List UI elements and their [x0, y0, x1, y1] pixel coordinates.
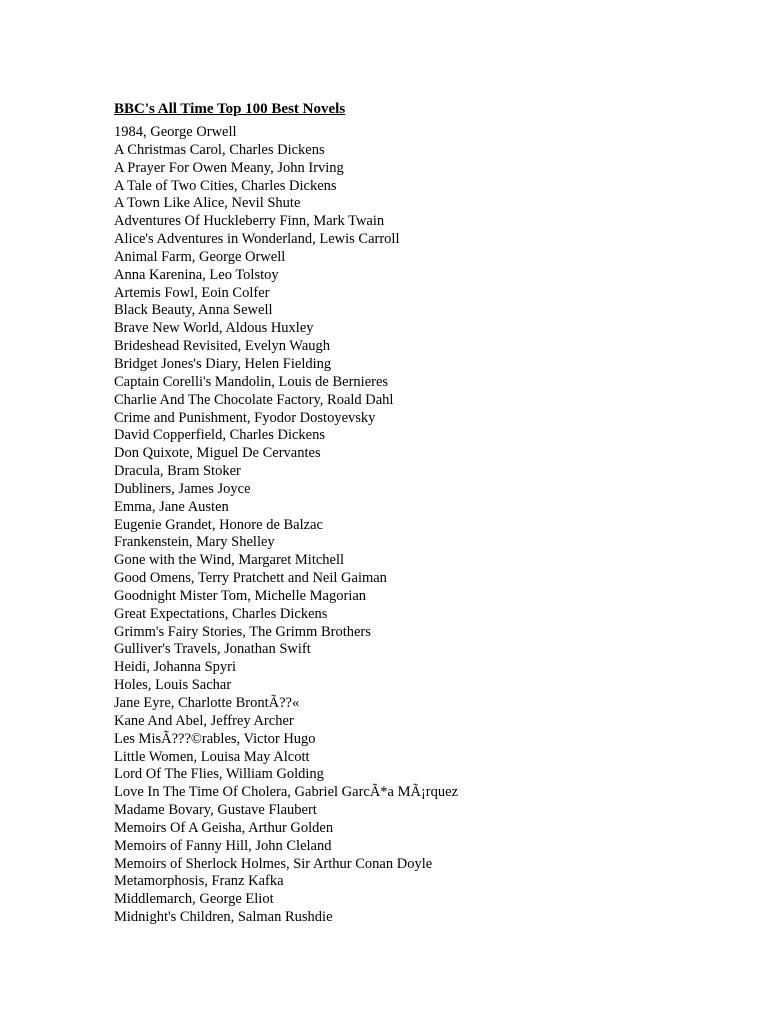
novel-list: [114, 124, 458, 927]
novel-list-item: Madame Bovary, Gustave Flaubert: [114, 802, 317, 819]
novel-list-item: A Prayer For Owen Meany, John Irving: [114, 159, 344, 176]
novel-list-item: Les MisÃ???©rables, Victor Hugo: [114, 730, 316, 747]
novel-list-item: Dracula, Bram Stoker: [114, 463, 241, 480]
novel-list-item: Goodnight Mister Tom, Michelle Magorian: [114, 587, 367, 604]
novel-list-item: Anna Karenina, Leo Tolstoy: [114, 266, 279, 283]
novel-list-item: Captain Corelli's Mandolin, Louis de Bernieres: [114, 373, 389, 390]
novel-list-item: Eugenie Grandet, Honore de Balzac: [114, 516, 323, 533]
novel-list-item: Holes, Louis Sachar: [114, 677, 232, 694]
novel-list-item: Metamorphosis, Franz Kafka: [114, 873, 284, 890]
novel-list-item: Memoirs of Fanny Hill, John Cleland: [114, 837, 332, 854]
novel-list-item: Black Beauty, Anna Sewell: [114, 302, 273, 319]
novel-list-item: Great Expectations, Charles Dickens: [114, 605, 328, 622]
novel-list-item: Grimm's Fairy Stories, The Grimm Brothers: [114, 623, 371, 640]
novel-list-item: Memoirs Of A Geisha, Arthur Golden: [114, 819, 334, 836]
novel-list-item: Emma, Jane Austen: [114, 498, 229, 515]
document-title: BBC's All Time Top 100 Best Novels: [114, 101, 346, 117]
novel-list-item: Good Omens, Terry Pratchett and Neil Gaiman: [114, 570, 387, 587]
novel-list-item: Little Women, Louisa May Alcott: [114, 748, 310, 765]
novel-list-item: Heidi, Johanna Spyri: [114, 659, 237, 676]
novel-list-item: Memoirs of Sherlock Holmes, Sir Arthur Conan Doyle: [114, 855, 433, 872]
novel-list-item: Brideshead Revisited, Evelyn Waugh: [114, 338, 331, 355]
novel-list-item: David Copperfield, Charles Dickens: [114, 427, 326, 444]
novel-list-item: Gone with the Wind, Margaret Mitchell: [114, 552, 345, 569]
novel-list-item: Animal Farm, George Orwell: [114, 248, 286, 265]
novel-list-item: A Christmas Carol, Charles Dickens: [114, 141, 325, 158]
novel-list-item: 1984, George Orwell: [114, 124, 237, 140]
novel-list-item: Midnight's Children, Salman Rushdie: [114, 909, 333, 926]
novel-list-item: A Town Like Alice, Nevil Shute: [114, 195, 301, 212]
novel-list-item: Jane Eyre, Charlotte BrontÃ??«: [114, 695, 300, 711]
novel-list-item: Bridget Jones's Diary, Helen Fielding: [114, 355, 332, 372]
novel-list-item: Adventures Of Huckleberry Finn, Mark Twain: [114, 213, 385, 230]
novel-list-item: Middlemarch, George Eliot: [114, 891, 274, 908]
novel-list-item: Crime and Punishment, Fyodor Dostoyevsky: [114, 409, 376, 426]
novel-list-item: Love In The Time Of Cholera, Gabriel GarcÃ*a MÃ¡rquez: [114, 784, 459, 801]
novel-list-item: Don Quixote, Miguel De Cervantes: [114, 445, 321, 462]
novel-list-item: Brave New World, Aldous Huxley: [114, 320, 314, 337]
novel-list-item: Dubliners, James Joyce: [114, 480, 251, 497]
novel-list-item: Frankenstein, Mary Shelley: [114, 534, 275, 551]
novel-list-item: Charlie And The Chocolate Factory, Roald Dahl: [114, 391, 394, 408]
novel-list-item: Kane And Abel, Jeffrey Archer: [114, 712, 294, 729]
novel-list-item: Gulliver's Travels, Jonathan Swift: [114, 641, 311, 658]
novel-list-item: Alice's Adventures in Wonderland, Lewis Carroll: [114, 231, 400, 248]
novel-list-item: Lord Of The Flies, William Golding: [114, 766, 324, 783]
novel-list-item: A Tale of Two Cities, Charles Dickens: [114, 177, 337, 194]
novel-list-item: Artemis Fowl, Eoin Colfer: [114, 284, 270, 301]
